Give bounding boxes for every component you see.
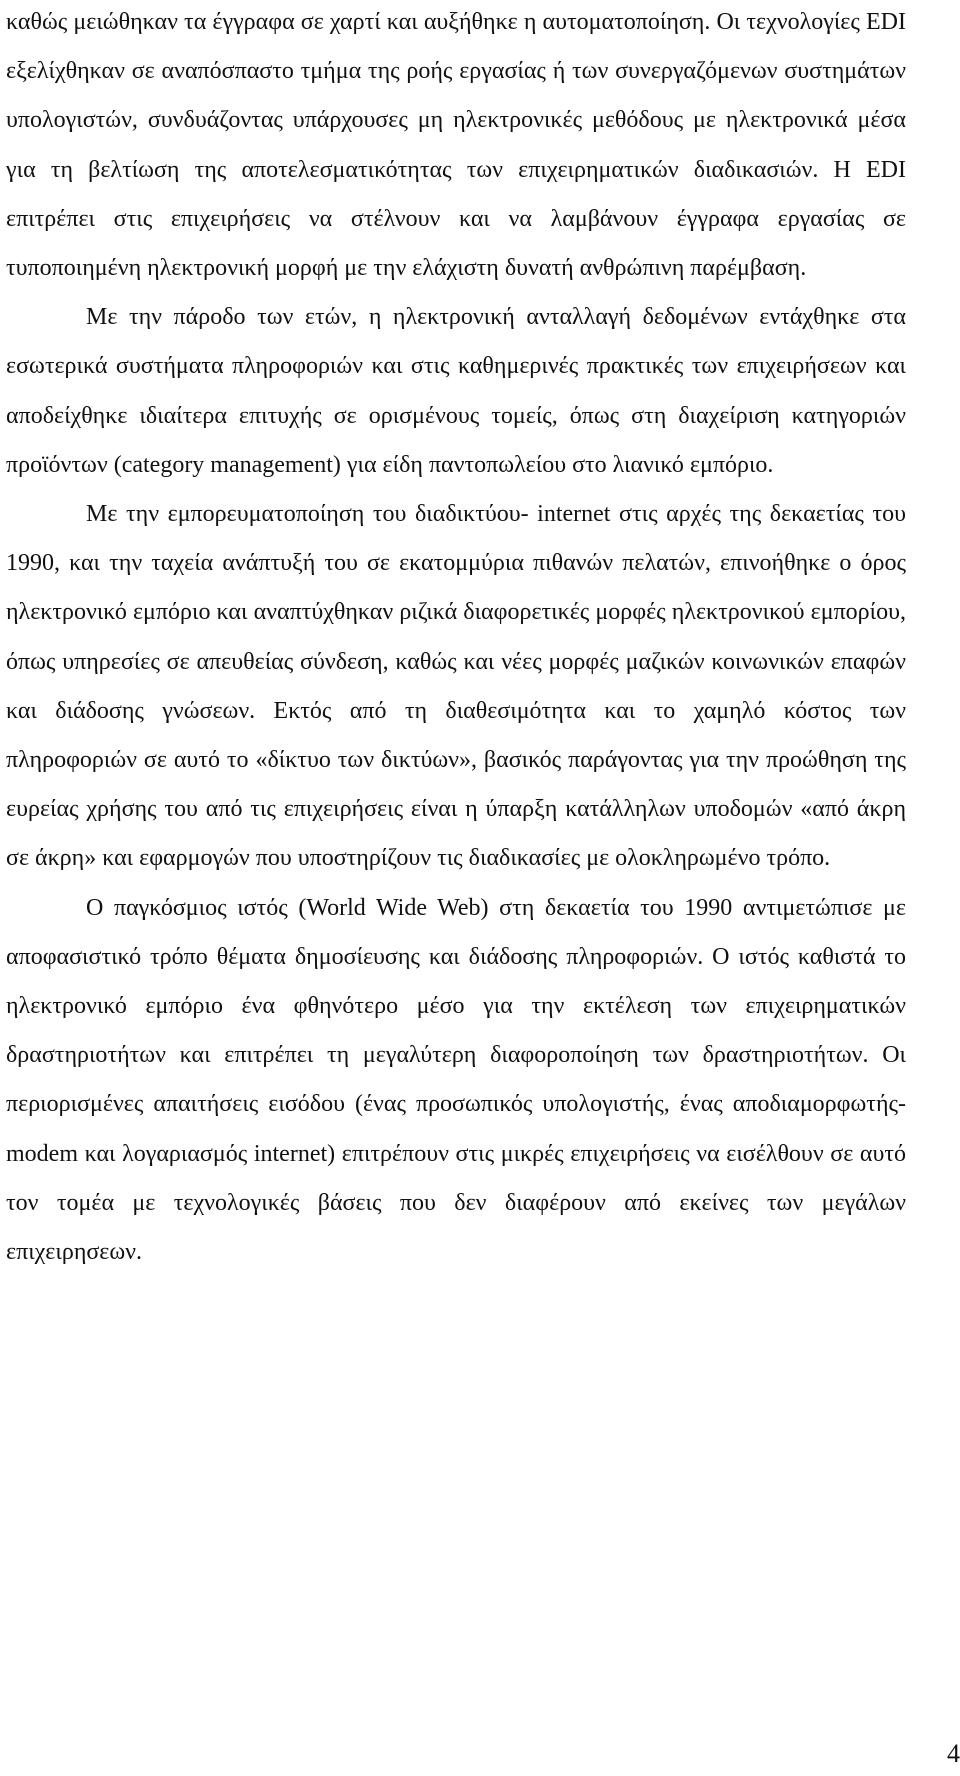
paragraph-world-wide-web: Ο παγκόσμιος ιστός (World Wide Web) στη δεκαετία του 1990 αντιμετώπισε με αποφασιστικό τρόπο θέματα δημοσίευσης και διάδοσης πληροφοριών. Ο ιστός καθιστά το ηλεκτρονικό εμπόριο ένα φθηνότερο μέσο για την εκτέλεση των επιχειρηματικών δραστηριοτήτων και επιτρέπει τη μεγαλύτερη διαφοροποίηση των δραστηριοτήτων. Οι περιορισμένες απαιτήσεις εισόδου (ένας προσωπικός υπολογιστής, ένας αποδιαμορφωτής-modem και λογαριασμός internet) επιτρέπουν στις μικρές επιχειρήσεις να εισέλθουν σε αυτό τον τομέα με τεχνολογικές βάσεις που δεν διαφέρουν από εκείνες των μεγάλων επιχειρησεων.: [6, 894, 906, 1266]
paragraph-edi-continuation: καθώς μειώθηκαν τα έγγραφα σε χαρτί και αυξήθηκε η αυτοματοποίηση. Οι τεχνολογίες EDI εξελίχθηκαν σε αναπόσπαστο τμήμα της ροής εργασίας ή των συνεργαζόμενων συστημάτων υπολογιστών, συνδυάζοντας υπάρχουσες μη ηλεκτρονικές μεθόδους με ηλεκτρονικά μέσα για τη βελτίωση της αποτελεσματικότητας των επιχειρηματικών διαδικασιών. Η EDI επιτρέπει στις επιχειρήσεις να στέλνουν και να λαμβάνουν έγγραφα εργασίας σε τυποποιημένη ηλεκτρονική μορφή με την ελάχιστη δυνατή ανθρώπινη παρέμβαση.: [6, 9, 906, 282]
paragraph-edi-integration: Με την πάροδο των ετών, η ηλεκτρονική ανταλλαγή δεδομένων εντάχθηκε στα εσωτερικά συστήματα πληροφοριών και στις καθημερινές πρακτικές των επιχειρήσεων και αποδείχθηκε ιδιαίτερα επιτυχής σε ορισμένους τομείς, όπως στη διαχείριση κατηγοριών προϊόντων (category management) για είδη παντοπωλείου στο λιανικό εμπόριο.: [6, 304, 906, 478]
document-body: [6, 0, 906, 1277]
paragraph-internet-commercialization: Με την εμπορευματοποίηση του διαδικτύου- internet στις αρχές της δεκαετίας του 1990, και την ταχεία ανάπτυξή του σε εκατομμύρια πιθανών πελατών, επινοήθηκε ο όρος ηλεκτρονικό εμπόριο και αναπτύχθηκαν ριζικά διαφορετικές μορφές ηλεκτρονικού εμπορίου, όπως υπηρεσίες σε απευθείας σύνδεση, καθώς και νέες μορφές μαζικών κοινωνικών επαφών και διάδοσης γνώσεων. Εκτός από τη διαθεσιμότητα και το χαμηλό κόστος των πληροφοριών σε αυτό το «δίκτυο των δικτύων», βασικός παράγοντας για την προώθηση της ευρείας χρήσης του από τις επιχειρήσεις είναι η ύπαρξη κατάλληλων υποδομών «από άκρη σε άκρη» και εφαρμογών που υποστηρίζουν τις διαδικασίες με ολοκληρωμένο τρόπο.: [6, 501, 906, 872]
page-number: 4: [947, 1739, 960, 1768]
